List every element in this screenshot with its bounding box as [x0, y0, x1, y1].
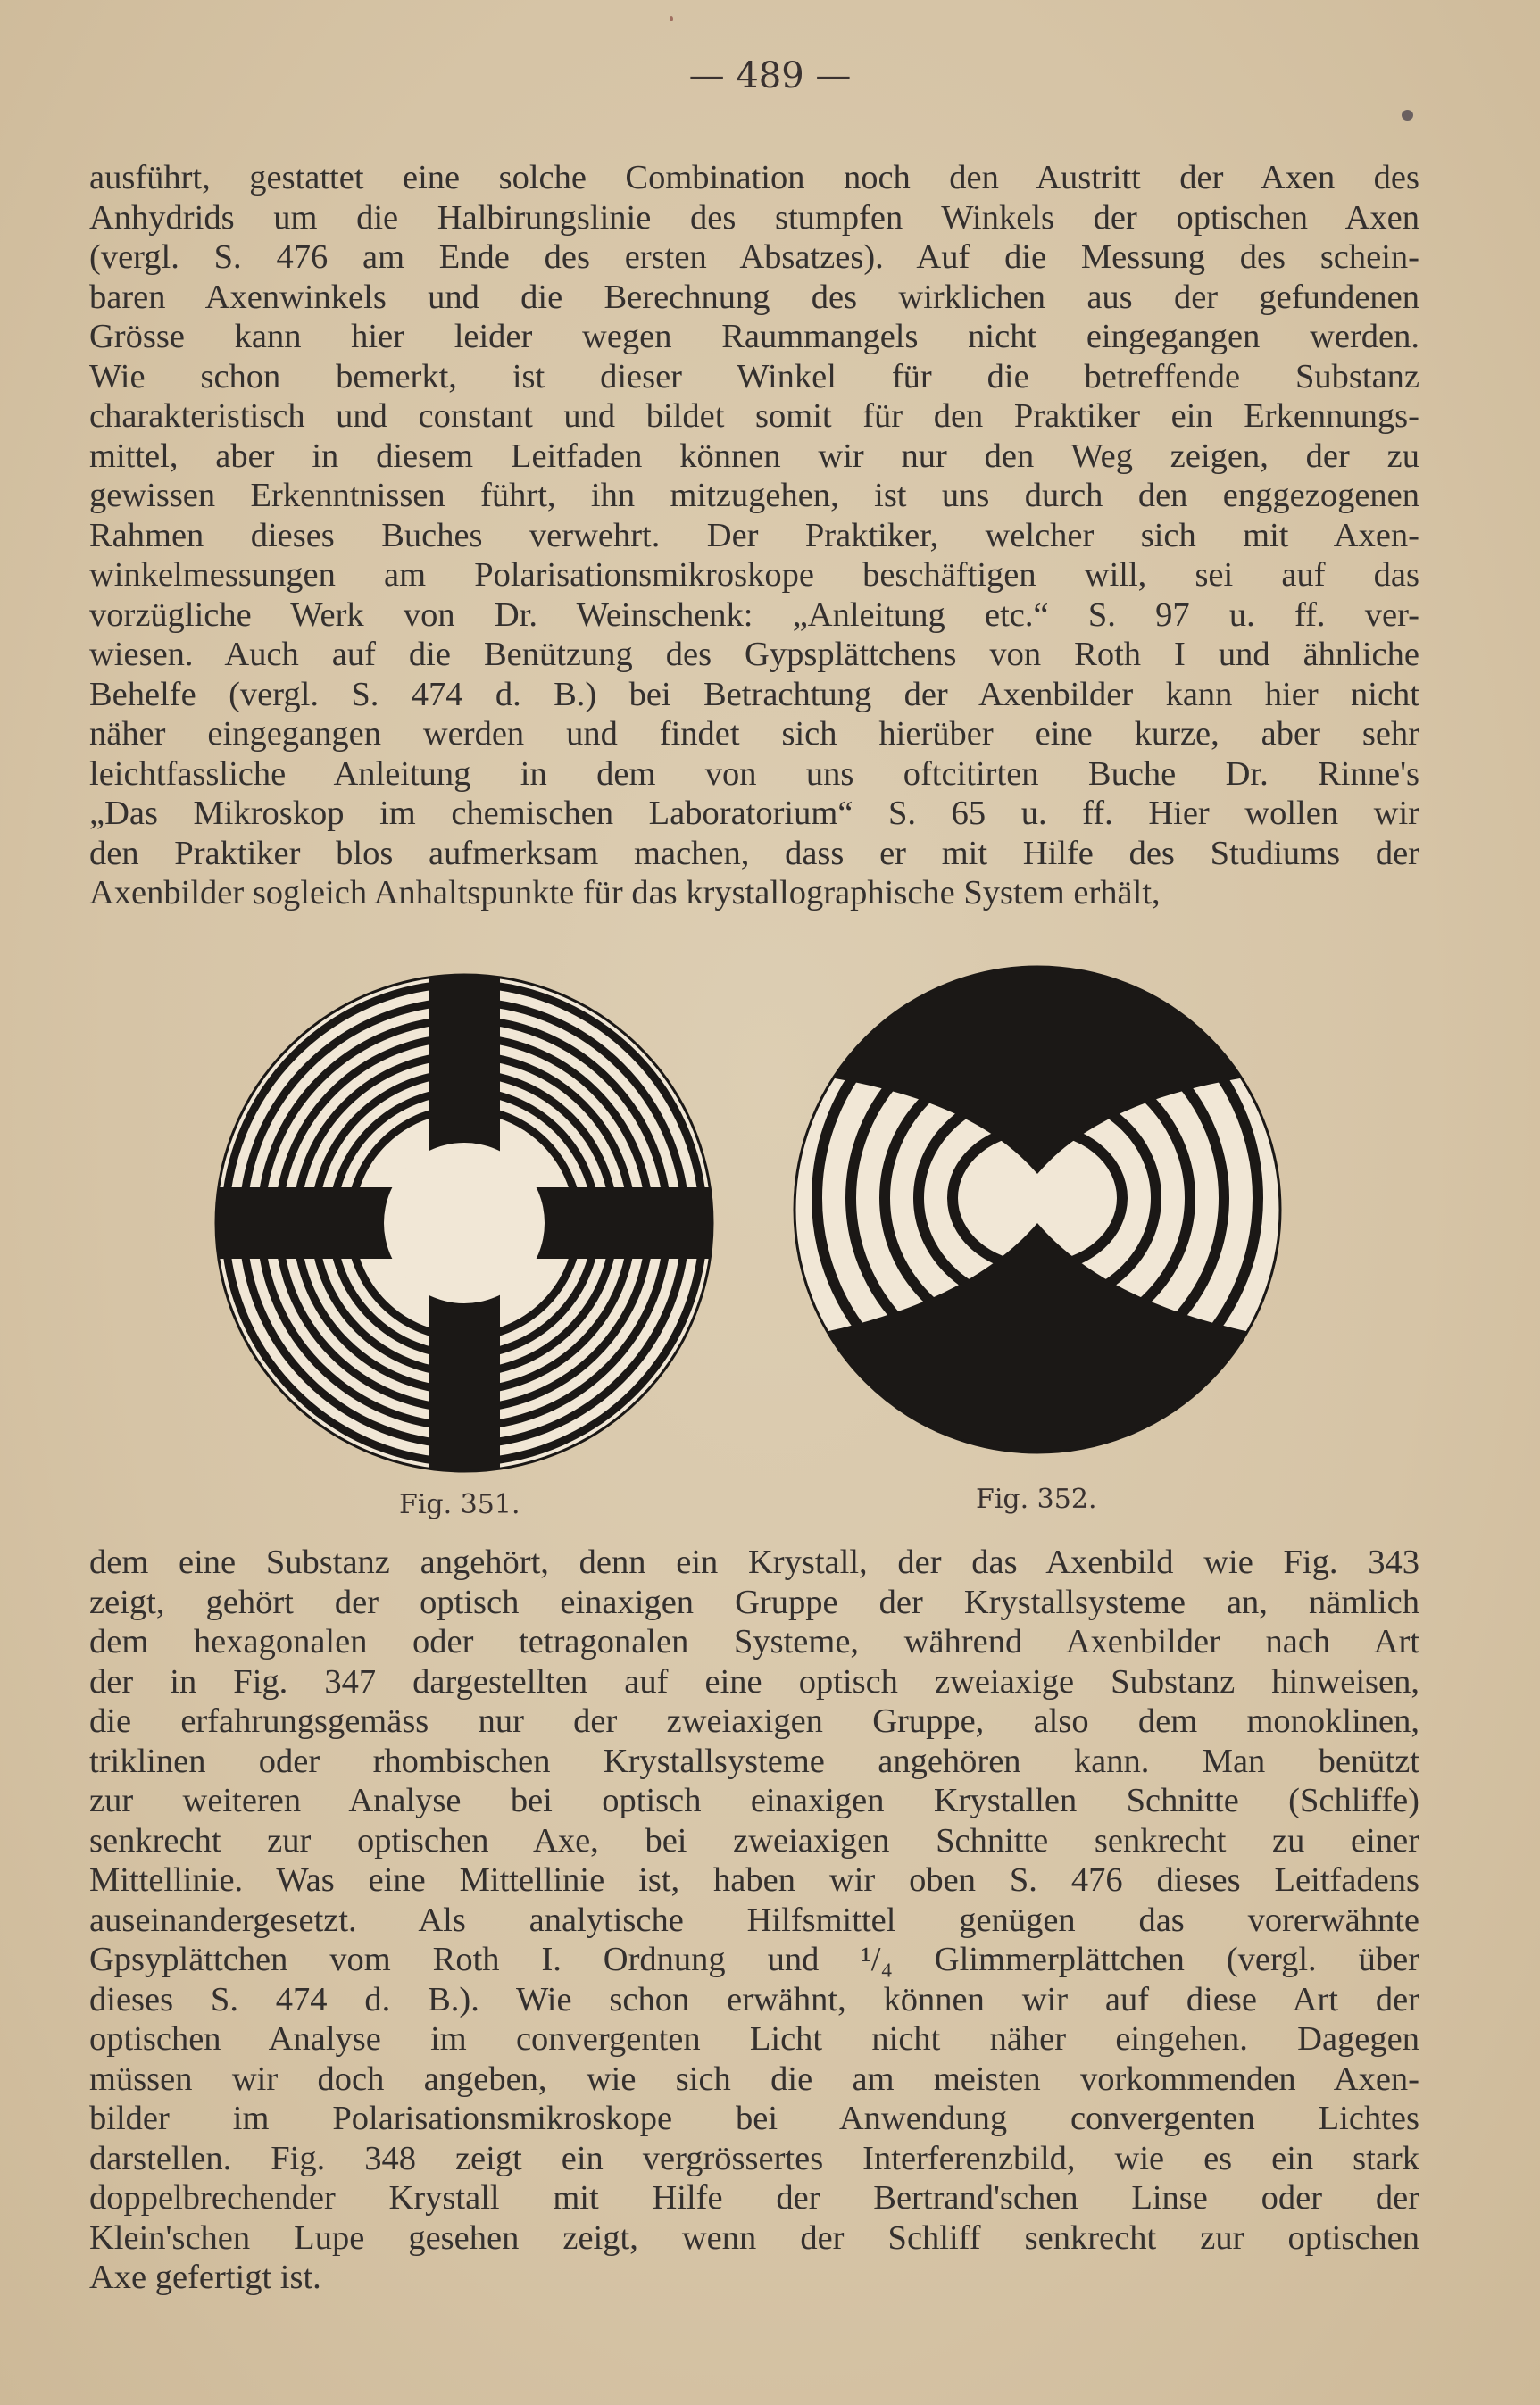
text-line: doppelbrechender Krystall mit Hilfe der Bertrand'schen Linse oder der: [89, 2179, 1419, 2217]
text-line: leichtfassliche Anleitung in dem von uns oftcitirten Buche Dr. Rinne's: [89, 754, 1419, 793]
text-line: ausführt, gestattet eine solche Combination noch den Austritt der Axen des: [89, 159, 1419, 196]
text-line: Mittellinie. Was eine Mittellinie ist, haben wir oben S. 476 dieses Leitfadens: [89, 1861, 1419, 1899]
text-line: Anhydrids um die Halbirungslinie des stumpfen Winkels der optischen Axen: [89, 198, 1419, 237]
text-line: charakteristisch und constant und bildet somit für den Praktiker ein Erkennungs-: [89, 397, 1419, 435]
figure-351-uniaxial-interference: [210, 969, 719, 1477]
text-line: dem eine Substanz angehört, denn ein Krystall, der das Axenbild wie Fig. 343: [89, 1544, 1419, 1581]
text-line: mittel, aber in diesem Leitfaden können wir nur den Weg zeigen, der zu: [89, 437, 1419, 475]
text-line: Axe gefertigt ist.: [89, 2259, 321, 2296]
paragraph-top: [89, 158, 1419, 913]
text-line: Wie schon bemerkt, ist dieser Winkel für die betreffende Substanz: [89, 357, 1419, 395]
text-line: „Das Mikroskop im chemischen Laboratorium“ S. 65 u. ff. Hier wollen wir: [89, 795, 1419, 832]
text-line: Klein'schen Lupe gesehen zeigt, wenn der Schliff senkrecht zur optischen: [89, 2218, 1419, 2257]
text-line: der in Fig. 347 dargestellten auf eine optisch zweiaxige Substanz hinweisen,: [89, 1662, 1419, 1701]
text-line: Gpsyplättchen vom Roth I. Ordnung und ¹/₄ Glimmerplättchen (vergl. über: [89, 1941, 1419, 1978]
figure-352-caption: Fig. 352.: [976, 1484, 1097, 1515]
text-line: müssen wir doch angeben, wie sich die am meisten vorkommenden Axen-: [89, 2060, 1419, 2098]
text-line: Axenbilder sogleich Anhaltspunkte für das krystallographische System erhält,: [89, 874, 1161, 911]
text-line: Behelfe (vergl. S. 474 d. B.) bei Betrachtung der Axenbilder kann hier nicht: [89, 675, 1419, 713]
center-clear-area: [384, 1143, 545, 1303]
text-line: senkrecht zur optischen Axe, bei zweiaxigen Schnitte senkrecht zu einer: [89, 1821, 1419, 1860]
text-line: vorzügliche Werk von Dr. Weinschenk: „Anleitung etc.“ S. 97 u. ff. ver-: [89, 595, 1419, 634]
text-line: triklinen oder rhombischen Krystallsysteme angehören kann. Man benützt: [89, 1742, 1419, 1780]
paragraph-bottom: [89, 1543, 1419, 2298]
text-line: wiesen. Auch auf die Benützung des Gypsplättchens von Roth I und ähnliche: [89, 636, 1419, 673]
text-line: den Praktiker blos aufmerksam machen, dass er mit Hilfe des Studiums der: [89, 834, 1419, 872]
text-line: darstellen. Fig. 348 zeigt ein vergrössertes Interferenzbild, wie es ein stark: [89, 2139, 1419, 2177]
text-line: die erfahrungsgemäss nur der zweiaxigen Gruppe, also dem monoklinen,: [89, 1702, 1419, 1740]
figure-351-caption: Fig. 351.: [399, 1489, 520, 1520]
optic-axis-eye-right: [1059, 1169, 1105, 1227]
text-line: näher eingegangen werden und findet sich hierüber eine kurze, aber sehr: [89, 715, 1419, 753]
text-line: (vergl. S. 476 am Ende des ersten Absatzes). Auf die Messung des schein-: [89, 238, 1419, 276]
paper-speck: [670, 16, 673, 21]
optic-axis-eye-left: [970, 1169, 1016, 1227]
text-line: bilder im Polarisationsmikroskope bei Anwendung convergenten Lichtes: [89, 2100, 1419, 2137]
text-line: Grösse kann hier leider wegen Raummangels nicht eingegangen werden.: [89, 318, 1419, 355]
text-line: baren Axenwinkels und die Berechnung des wirklichen aus der gefundenen: [89, 278, 1419, 316]
text-line: winkelmessungen am Polarisationsmikroskope beschäftigen will, sei auf das: [89, 556, 1419, 594]
text-line: optischen Analyse im convergenten Licht nicht näher eingehen. Dagegen: [89, 2020, 1419, 2058]
text-line: dem hexagonalen oder tetragonalen Systeme, während Axenbilder nach Art: [89, 1623, 1419, 1660]
text-line: Rahmen dieses Buches verwehrt. Der Praktiker, welcher sich mit Axen-: [89, 516, 1419, 554]
figure-352-biaxial-interference: [787, 964, 1287, 1464]
text-line: dieses S. 474 d. B.). Wie schon erwähnt, können wir auf diese Art der: [89, 1980, 1419, 2018]
paper-speck: [1402, 110, 1413, 121]
text-line: auseinandergesetzt. Als analytische Hilfsmittel genügen das vorerwähnte: [89, 1901, 1419, 1939]
text-line: zur weiteren Analyse bei optisch einaxigen Krystallen Schnitte (Schliffe): [89, 1782, 1419, 1819]
text-line: zeigt, gehört der optisch einaxigen Gruppe der Krystallsysteme an, nämlich: [89, 1583, 1419, 1621]
page-number: — 489 —: [688, 55, 852, 96]
text-line: gewissen Erkenntnissen führt, ihn mitzugehen, ist uns durch den enggezogenen: [89, 477, 1419, 514]
